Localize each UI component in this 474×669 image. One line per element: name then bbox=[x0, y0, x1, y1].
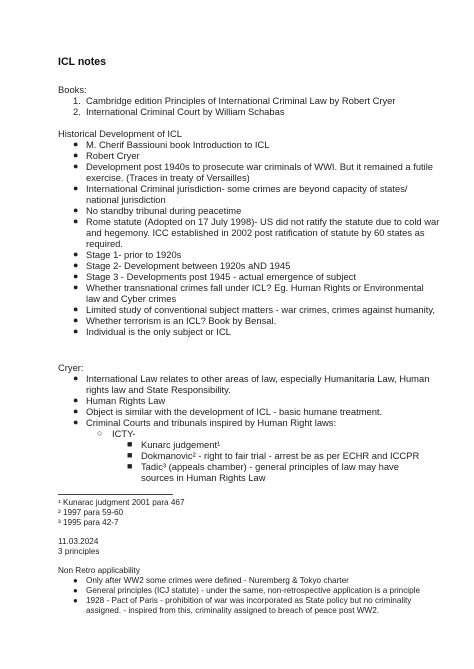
footnote: ³ 1995 para 42-7 bbox=[58, 518, 119, 527]
history-item: No standby tribunal during peacetime bbox=[86, 205, 242, 216]
bullet-dot-icon: ● bbox=[73, 183, 79, 193]
bullet-dot-icon: ● bbox=[73, 395, 79, 405]
non-retro-item: assigned. - inspired from this, criminality assigned to breach of peace post WW2. bbox=[86, 606, 380, 615]
principles-label: 3 principles bbox=[58, 547, 100, 556]
history-item: Individual is the only subject or ICL bbox=[86, 326, 231, 337]
bullet-dot-icon: ● bbox=[73, 260, 79, 270]
bullet-circle-icon: ○ bbox=[97, 428, 103, 438]
cryer-item: Object is similar with the development of ICL - basic humane treatment. bbox=[86, 406, 383, 417]
history-item: Stage 3 - Developments post 1945 - actual emergence of subject bbox=[86, 271, 356, 282]
history-item: Robert Cryer bbox=[86, 150, 140, 161]
bullet-dot-icon: ● bbox=[73, 205, 79, 215]
cryer-heading: Cryer: bbox=[58, 362, 84, 373]
history-item: national jurisdiction bbox=[86, 194, 166, 205]
bullet-dot-icon: ● bbox=[73, 139, 79, 149]
non-retro-heading: Non Retro applicability bbox=[58, 566, 140, 575]
bullet-dot-icon: ● bbox=[73, 150, 79, 160]
date-label: 11.03.2024 bbox=[58, 537, 99, 546]
book-number: 1. bbox=[73, 95, 81, 106]
case-item: Tadic³ (appeals chamber) - general principles of law may have bbox=[141, 461, 399, 472]
cryer-item: Human Rights Law bbox=[86, 395, 166, 406]
bullet-square-icon: ■ bbox=[127, 439, 133, 449]
bullet-dot-icon: ● bbox=[73, 271, 79, 281]
bullet-dot-icon: ● bbox=[73, 596, 78, 605]
case-item: Dokmanovic² - right to fair trial - arrest be as per ECHR and ICCPR bbox=[141, 450, 420, 461]
history-item: Stage 1- prior to 1920s bbox=[86, 249, 182, 260]
page-title: ICL notes bbox=[58, 56, 107, 68]
non-retro-item: General principles (ICJ statute) - under the same, non-retrospective application is a principle bbox=[86, 586, 421, 595]
history-item: M. Cherif Bassiouni book Introduction to ICL bbox=[86, 139, 270, 150]
book-number: 2. bbox=[73, 106, 81, 117]
non-retro-item: 1928 - Pact of Paris - prohibition of war was incorporated as State policy but no criminality bbox=[86, 596, 412, 605]
bullet-dot-icon: ● bbox=[73, 586, 78, 595]
history-item: Rome statute (Adopted on 17 July 1998)- US did not ratify the statute due to cold war bbox=[86, 216, 440, 227]
case-item: Kunarc judgement¹ bbox=[141, 439, 221, 450]
history-item: Stage 2- Development between 1920s aND 1945 bbox=[86, 260, 291, 271]
history-item: Whether terrorism is an ICL? Book by Bensal. bbox=[86, 315, 277, 326]
history-item: and hegemony. ICC established in 2002 post ratification of statute by 60 states as bbox=[86, 227, 425, 238]
bullet-dot-icon: ● bbox=[73, 315, 79, 325]
books-heading: Books: bbox=[58, 84, 87, 95]
history-item: Development post 1940s to prosecute war criminals of WWI. But it remained a futile bbox=[86, 161, 434, 172]
case-item: sources in Human Rights Law bbox=[141, 472, 266, 483]
cryer-item: Criminal Courts and tribunals inspired by Human Right laws: bbox=[86, 417, 337, 428]
bullet-dot-icon: ● bbox=[73, 406, 79, 416]
bullet-square-icon: ■ bbox=[127, 450, 133, 460]
history-item: required. bbox=[86, 238, 124, 249]
bullet-dot-icon: ● bbox=[73, 249, 79, 259]
bullet-square-icon: ■ bbox=[127, 461, 133, 471]
cryer-item: rights law and State Responsibility. bbox=[86, 384, 231, 395]
history-heading: Historical Development of ICL bbox=[58, 128, 183, 139]
bullet-dot-icon: ● bbox=[73, 216, 79, 226]
footnote-divider bbox=[58, 494, 173, 495]
bullet-dot-icon: ● bbox=[73, 282, 79, 292]
history-item: Whether transnational crimes fall under ICL? Eg. Human Rights or Environmental bbox=[86, 282, 424, 293]
bullet-dot-icon: ● bbox=[73, 161, 79, 171]
history-item: exercise. (Traces in treaty of Versailles) bbox=[86, 172, 250, 183]
book-title: Cambridge edition Principles of International Criminal Law by Robert Cryer bbox=[86, 95, 396, 106]
footnote: ¹ Kunarac judgment 2001 para 467 bbox=[58, 498, 185, 507]
history-item: law and Cyber crimes bbox=[86, 293, 177, 304]
bullet-dot-icon: ● bbox=[73, 576, 78, 585]
history-item: International Criminal jurisdiction- some crimes are beyond capacity of states/ bbox=[86, 183, 408, 194]
cryer-item: International Law relates to other areas of law, especially Humanitaria Law, Human bbox=[86, 373, 430, 384]
bullet-dot-icon: ● bbox=[73, 304, 79, 314]
bullet-dot-icon: ● bbox=[73, 417, 79, 427]
non-retro-item: Only after WW2 some crimes were defined - Nuremberg & Tokyo charter bbox=[86, 576, 349, 585]
history-item: Limited study of conventional subject matters - war crimes, crimes against humanity, bbox=[86, 304, 435, 315]
bullet-dot-icon: ● bbox=[73, 326, 79, 336]
footnote: ² 1997 para 59-60 bbox=[58, 508, 124, 517]
bullet-dot-icon: ● bbox=[73, 373, 79, 383]
book-title: International Criminal Court by William Schabas bbox=[86, 106, 285, 117]
icty-subitem: ICTY- bbox=[112, 428, 136, 439]
